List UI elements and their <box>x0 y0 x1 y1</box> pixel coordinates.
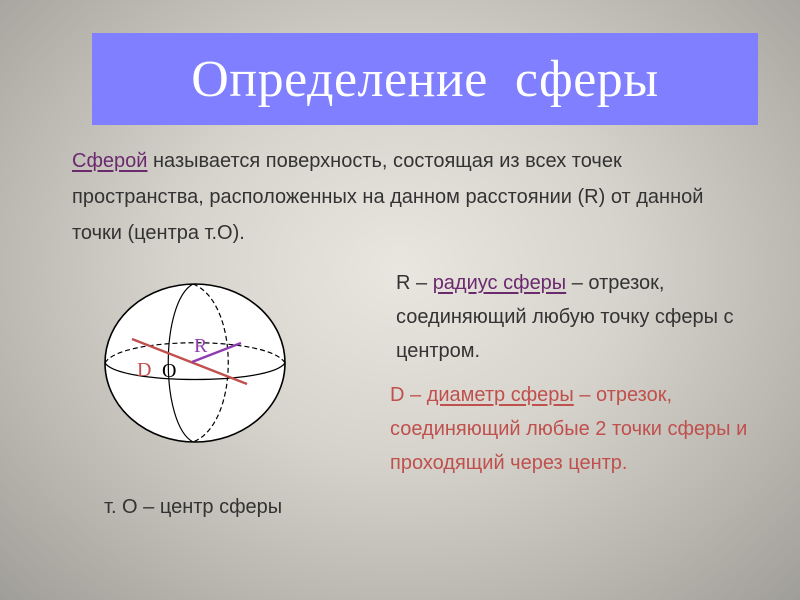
definition-text: называется поверхность, состоящая из всех точек пространства, расположенных на данном расстоянии (R) от данной точки (центра т.О). <box>72 150 704 244</box>
label-r: R <box>194 335 208 357</box>
radius-definition <box>396 266 776 368</box>
label-o: O <box>162 360 177 382</box>
diameter-definition <box>390 378 790 480</box>
center-caption: т. О – центр сферы <box>104 496 283 518</box>
label-d: D <box>137 359 152 381</box>
diameter-text: – отрезок, соединяющий любые 2 точки сферы и проходящий через центр. <box>390 384 748 474</box>
radius-prefix: R – <box>396 272 433 294</box>
title-banner <box>92 33 758 125</box>
radius-term: радиус сферы <box>432 272 567 294</box>
radius-text: – отрезок, соединяющий любую точку сферы с центром. <box>396 272 734 362</box>
diameter-prefix: D – <box>390 384 427 406</box>
definition-term: Сферой <box>72 150 148 172</box>
sphere-definition <box>72 143 752 251</box>
sphere-figure <box>100 282 290 444</box>
slide-title: Определение сферы <box>191 50 659 108</box>
diameter-term: диаметр сферы <box>426 384 574 406</box>
